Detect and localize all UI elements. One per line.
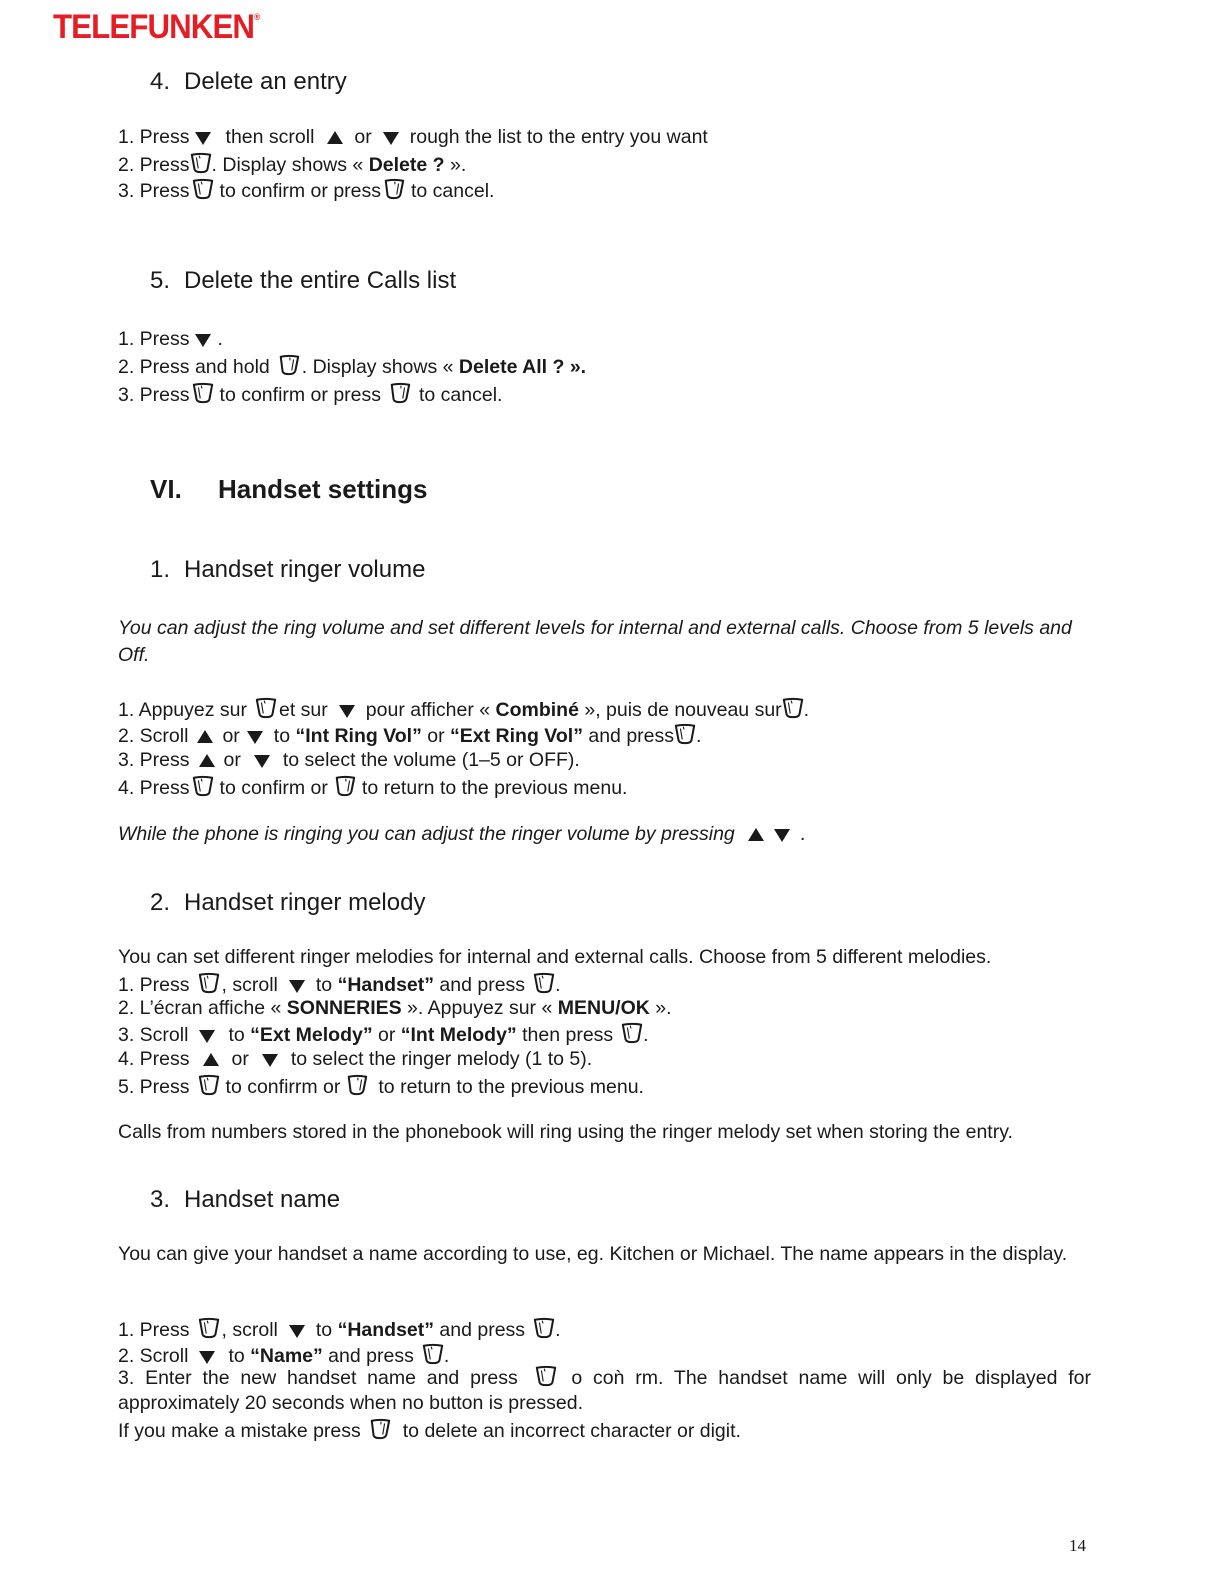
ok-key-icon	[192, 382, 214, 404]
ringer-volume-intro: You can adjust the ring volume and set different levels for internal and external calls. Choose from 5 levels and Off.	[118, 617, 1072, 666]
cancel-key-icon	[383, 178, 405, 200]
step-5-1: 1. Press .	[118, 328, 223, 350]
step-m-5: 5. Press to confirrm or to return to the previous menu.	[118, 1076, 644, 1098]
step-m-2: 2. L’écran affiche « SONNERIES ». Appuyez sur « MENU/OK ».	[118, 997, 672, 1019]
up-arrow-icon	[747, 827, 765, 843]
ok-key-icon	[533, 972, 555, 994]
step-v-4: 4. Press to confirm or to return to the previous menu.	[118, 777, 628, 799]
ok-key-icon	[621, 1022, 643, 1044]
section-delete-entry-heading: 4. Delete an entry	[150, 68, 347, 95]
cancel-key-icon	[369, 1418, 391, 1440]
step-4-2: 2. Press . Display shows « Delete ? ».	[118, 154, 467, 176]
brand-logo	[53, 8, 259, 47]
step-v-2: 2. Scroll or to “Int Ring Vol” or “Ext Ring Vol” and press .	[118, 725, 702, 747]
handset-name-heading: 3. Handset name	[150, 1186, 341, 1213]
down-arrow-icon	[194, 130, 212, 146]
ringer-melody-heading: 2. Handset ringer melody	[150, 889, 426, 916]
step-v-1: 1. Appuyez sur et sur pour afficher « Combiné », puis de nouveau sur .	[118, 699, 810, 721]
step-m-1: 1. Press , scroll to “Handset” and press .	[118, 974, 561, 996]
step-n-1: 1. Press , scroll to “Handset” and press .	[118, 1319, 561, 1341]
up-arrow-icon	[326, 130, 344, 146]
ok-key-icon	[535, 1365, 557, 1387]
cancel-key-icon	[334, 775, 356, 797]
step-n-4: If you make a mistake press to delete an incorrect character or digit.	[118, 1420, 741, 1442]
ok-key-icon	[422, 1343, 444, 1365]
step-m-3: 3. Scroll to “Ext Melody” or “Int Melody” then press .	[118, 1024, 649, 1046]
logo-registered-mark: ®	[254, 12, 260, 22]
ok-key-icon	[198, 972, 220, 994]
page-number: 14	[1069, 1536, 1086, 1555]
up-arrow-icon	[196, 729, 214, 745]
down-arrow-icon	[198, 1349, 216, 1365]
down-arrow-icon	[382, 130, 400, 146]
down-arrow-icon	[246, 729, 264, 745]
handset-settings-heading: VI. Handset settings	[150, 474, 428, 504]
ok-key-icon	[674, 723, 696, 745]
ok-key-icon	[198, 1074, 220, 1096]
up-arrow-icon	[198, 753, 216, 769]
section-delete-calls-heading: 5. Delete the entire Calls list	[150, 267, 457, 294]
step-n-2: 2. Scroll to “Name” and press .	[118, 1345, 450, 1367]
ok-key-icon	[782, 697, 804, 719]
step-n-3: 3. Enter the new handset name and press o coǹ rm. The handset name will only be displayed for approximately 20 seconds when no button is pressed.	[118, 1367, 1091, 1414]
step-m-4: 4. Press or to select the ringer melody (1 to 5).	[118, 1048, 593, 1070]
down-arrow-icon	[261, 1052, 279, 1068]
up-arrow-icon	[202, 1052, 220, 1068]
down-arrow-icon	[338, 703, 356, 719]
ringer-volume-note: While the phone is ringing you can adjust the ringer volume by pressing .	[118, 823, 807, 845]
logo-text: TELEFUNKEN	[53, 8, 255, 46]
ok-key-icon	[192, 178, 214, 200]
step-4-1: 1. Press then scroll or rough the list to the entry you want	[118, 126, 708, 148]
cancel-key-icon	[346, 1074, 368, 1096]
ringer-volume-heading: 1. Handset ringer volume	[150, 556, 426, 583]
cancel-key-icon	[278, 354, 300, 376]
ok-key-icon	[255, 697, 277, 719]
down-arrow-icon	[194, 332, 212, 348]
step-4-3: 3. Press to confirm or press to cancel.	[118, 180, 495, 202]
ringer-melody-outro: Calls from numbers stored in the phonebook will ring using the ringer melody set when storing the entry.	[118, 1121, 1013, 1143]
down-arrow-icon	[253, 753, 271, 769]
down-arrow-icon	[288, 1323, 306, 1339]
ringer-melody-intro: You can set different ringer melodies for internal and external calls. Choose from 5 different melodies.	[118, 946, 992, 968]
step-v-3: 3. Press or to select the volume (1–5 or OFF).	[118, 749, 580, 771]
down-arrow-icon	[773, 827, 791, 843]
step-5-3: 3. Press to confirm or press to cancel.	[118, 384, 503, 406]
ok-key-icon	[198, 1317, 220, 1339]
cancel-key-icon	[389, 382, 411, 404]
ok-key-icon	[533, 1317, 555, 1339]
ok-key-icon	[190, 152, 212, 174]
down-arrow-icon	[198, 1028, 216, 1044]
handset-name-intro: You can give your handset a name according to use, eg. Kitchen or Michael. The name appears in the display.	[118, 1243, 1068, 1265]
down-arrow-icon	[288, 978, 306, 994]
step-5-2: 2. Press and hold . Display shows « Delete All ? ».	[118, 356, 587, 378]
ok-key-icon	[192, 775, 214, 797]
